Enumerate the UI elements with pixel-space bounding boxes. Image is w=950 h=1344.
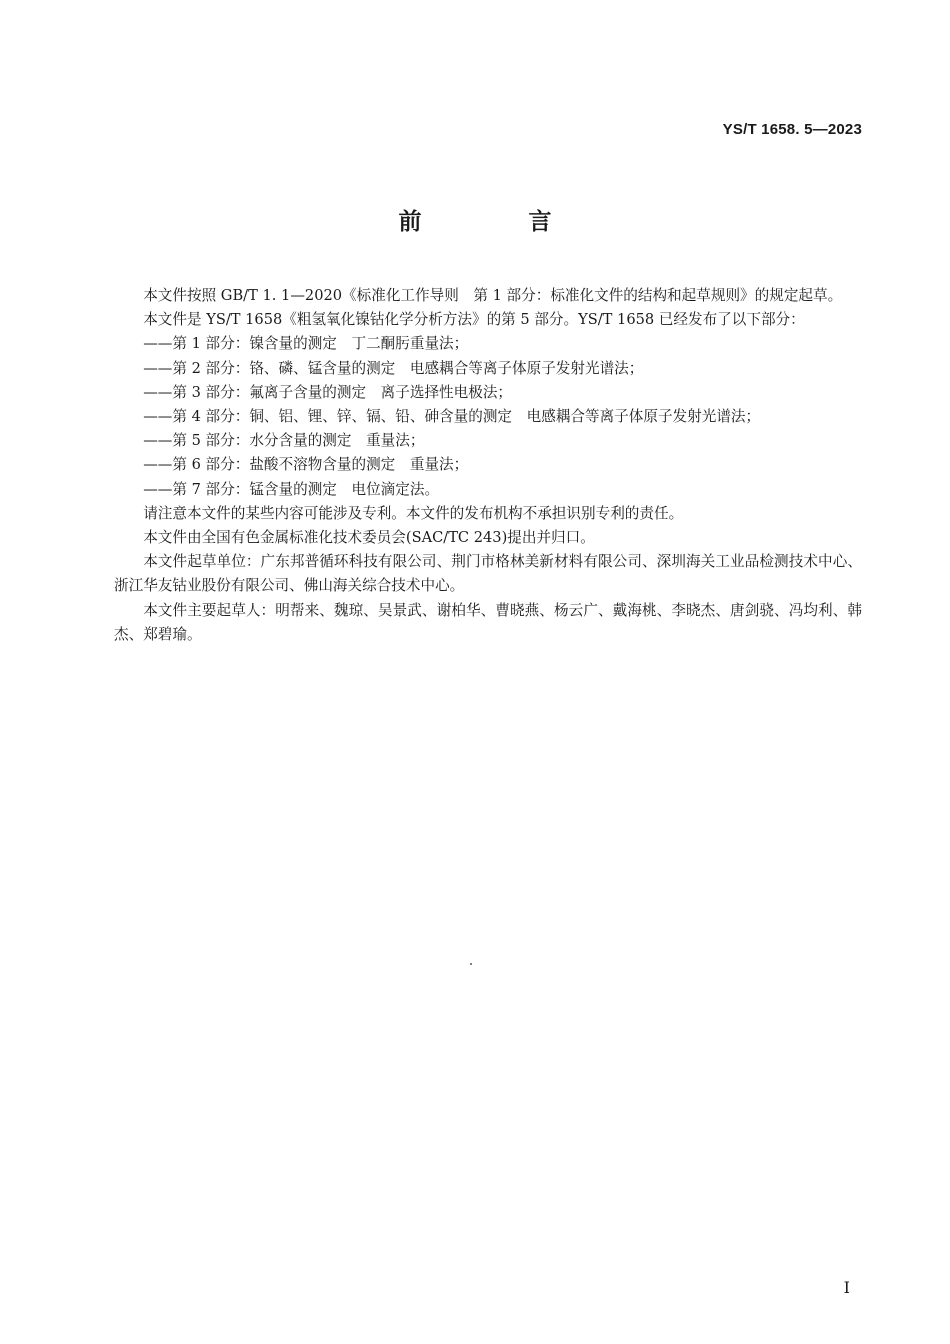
page-number: I: [843, 1278, 850, 1297]
paragraph-patent: 请注意本文件的某些内容可能涉及专利。本文件的发布机构不承担识别专利的责任。: [143, 504, 684, 522]
scan-speck: [470, 963, 472, 965]
part-list-item: ——第 2 部分：铬、磷、锰含量的测定 电感耦合等离子体原子发射光谱法；: [143, 359, 644, 377]
part-list-item: ——第 4 部分：铜、铝、锂、锌、镉、铅、砷含量的测定 电感耦合等离子体原子发射光谱法；: [143, 408, 761, 426]
foreword-body: [114, 284, 862, 647]
paragraph-proposer: 本文件由全国有色金属标准化技术委员会(SAC/TC 243)提出并归口。: [143, 529, 595, 547]
part-list-item: ——第 3 部分：氟离子含量的测定 离子选择性电极法；: [143, 383, 513, 401]
paragraph-series: 本文件是 YS/T 1658《粗氢氧化镍钴化学分析方法》的第 5 部分。YS/T 1658 已经发布了以下部分：: [143, 311, 805, 329]
page-title: 前 言: [398, 209, 594, 235]
standard-code: YS/T 1658. 5—2023: [722, 121, 862, 138]
part-list-item: ——第 7 部分：锰含量的测定 电位滴定法。: [143, 480, 440, 498]
part-list-item: ——第 1 部分：镍含量的测定 丁二酮肟重量法；: [143, 335, 469, 353]
part-list-item: ——第 5 部分：水分含量的测定 重量法；: [143, 432, 425, 450]
paragraph-drafting-units: 本文件起草单位：广东邦普循环科技有限公司、荆门市格林美新材料有限公司、深圳海关工业品检测技术中心、浙江华友钴业股份有限公司、佛山海关综合技术中心。: [114, 553, 862, 595]
paragraph-basis: 本文件按照 GB/T 1. 1—2020《标准化工作导则 第 1 部分：标准化文件的结构和起草规则》的规定起草。: [143, 287, 843, 304]
part-list-item: ——第 6 部分：盐酸不溶物含量的测定 重量法；: [143, 456, 469, 474]
paragraph-drafters: 本文件主要起草人：明帮来、魏琼、吴景武、谢柏华、曹晓燕、杨云广、戴海桃、李晓杰、唐剑骁、冯均利、韩杰、郑碧瑜。: [114, 601, 862, 643]
